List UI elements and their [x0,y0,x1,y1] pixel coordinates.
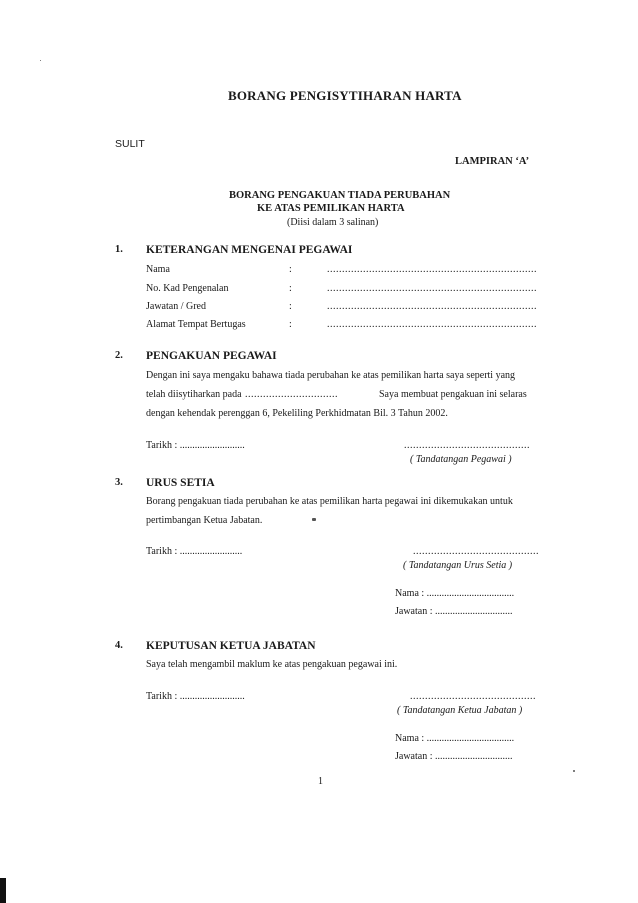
section4-date-field[interactable]: Tarikh : .......................... [146,691,245,702]
form-title-line1: BORANG PENGAKUAN TIADA PERUBAHAN [229,190,451,201]
classification-label: SULIT [115,138,145,150]
section3-post-field[interactable]: Jawatan : ............................... [395,606,513,617]
field-blank-jawatan[interactable]: ...................................................................... [327,301,537,312]
field-label-jawatan: Jawatan / Gred [146,301,206,312]
scan-edge-mark [0,878,6,903]
section3-heading: URUS SETIA [146,477,215,489]
field-colon: : [289,319,292,330]
field-colon: : [289,283,292,294]
section1-heading: KETERANGAN MENGENAI PEGAWAI [146,244,353,256]
section2-text-line1: Dengan ini saya mengaku bahawa tiada perubahan ke atas pemilikan harta saya seperti yang [146,370,516,381]
section2-text-line2a: telah diisytiharkan pada [146,389,242,400]
field-colon: : [289,301,292,312]
scan-speck [312,518,316,521]
field-label-ic: No. Kad Pengenalan [146,283,229,294]
section3-name-field[interactable]: Nama : ................................... [395,588,515,599]
page-title: BORANG PENGISYTIHARAN HARTA [228,88,462,103]
field-blank-alamat[interactable]: ...................................................................... [327,319,537,330]
section4-post-field[interactable]: Jawatan : ............................... [395,751,513,762]
field-colon: : [289,264,292,275]
section2-text-line2c: Saya membuat pengakuan ini selaras [379,389,527,400]
section2-date-field[interactable]: Tarikh : .......................... [146,440,245,451]
field-blank-ic[interactable]: ...................................................................... [327,283,537,294]
section4-name-field[interactable]: Nama : ................................... [395,733,515,744]
section3-signature-label: ( Tandatangan Urus Setia ) [403,560,513,571]
section2-heading: PENGAKUAN PEGAWAI [146,350,277,362]
scan-speck [40,60,41,61]
form-title-note: (Diisi dalam 3 salinan) [287,217,379,228]
field-blank-nama[interactable]: ...................................................................... [327,264,537,275]
scan-speck [573,770,575,772]
section2-signature-line[interactable]: .......................................... [404,440,530,451]
annex-label: LAMPIRAN ‘A’ [455,156,530,167]
field-label-nama: Nama [146,264,170,275]
section4-text-line1: Saya telah mengambil maklum ke atas pengakuan pegawai ini. [146,659,398,670]
section4-heading: KEPUTUSAN KETUA JABATAN [146,640,316,652]
section3-number: 3. [115,477,123,488]
declared-date-blank[interactable]: ............................... [245,389,338,400]
section2-number: 2. [115,350,123,361]
section1-number: 1. [115,244,123,255]
page-number: 1 [318,776,323,787]
form-title-line2: KE ATAS PEMILIKAN HARTA [257,203,405,214]
section3-text-line1: Borang pengakuan tiada perubahan ke atas pemilikan harta pegawai ini dikemukakan untuk [146,496,513,507]
section4-number: 4. [115,640,123,651]
section4-signature-label: ( Tandatangan Ketua Jabatan ) [397,705,523,716]
section3-date-field[interactable]: Tarikh : ......................... [146,546,243,557]
field-label-alamat: Alamat Tempat Bertugas [146,319,246,330]
section2-signature-label: ( Tandatangan Pegawai ) [410,454,512,465]
section3-text-line2: pertimbangan Ketua Jabatan. [146,515,263,526]
section3-signature-line[interactable]: .......................................... [413,546,539,557]
section2-text-line3: dengan kehendak perenggan 6, Pekeliling Perkhidmatan Bil. 3 Tahun 2002. [146,408,448,419]
section4-signature-line[interactable]: .......................................... [410,691,536,702]
